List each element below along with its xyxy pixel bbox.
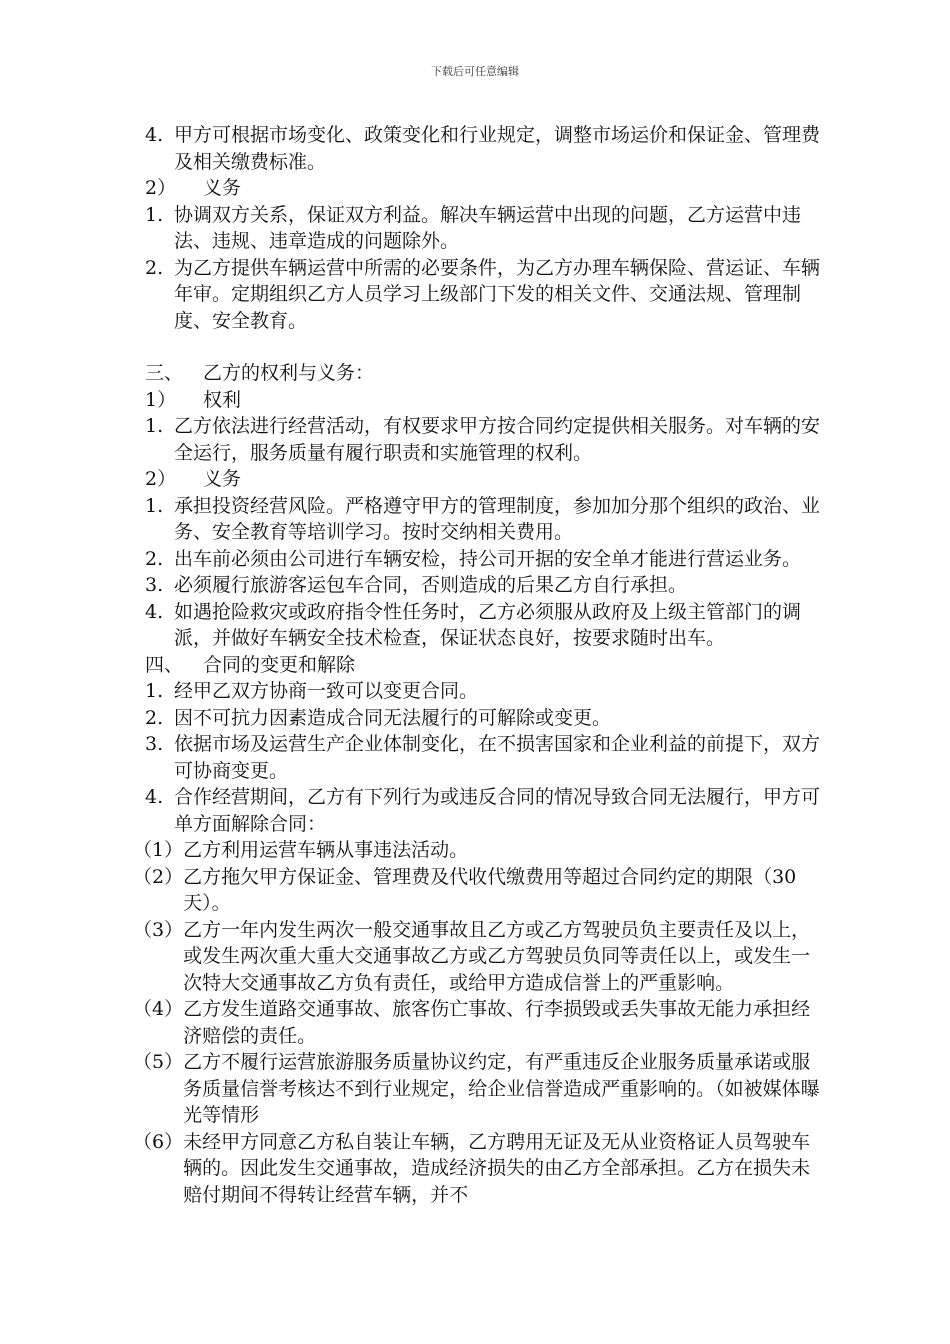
numbered-item xyxy=(145,122,825,175)
subsection-heading xyxy=(145,466,825,493)
numbered-item xyxy=(145,413,825,466)
numbered-item xyxy=(145,705,825,732)
numbered-item-number: 3. xyxy=(145,574,164,596)
numbered-item-number: 4. xyxy=(145,124,164,146)
numbered-item-number: 3. xyxy=(145,733,164,755)
numbered-item-number: 2. xyxy=(145,256,164,279)
paren-item-text: 乙方一年内发生两次一般交通事故且乙方或乙方驾驶员负主要责任及以上，或发生两次重大重大交通事故乙方或乙方驾驶员负同等责任以上，或发生一次特大交通事故乙方负有责任，或给甲方造成信誉上的严重影响。 xyxy=(183,918,811,994)
page-header-note: 下载后可任意编辑 xyxy=(431,65,519,78)
numbered-item xyxy=(145,255,825,335)
numbered-item-text: 甲方可根据市场变化、政策变化和行业规定，调整市场运价和保证金、管理费及相关缴费标准。 xyxy=(174,124,821,173)
subsection-heading-text: 权利 xyxy=(203,388,242,411)
numbered-item-text: 依据市场及运营生产企业体制变化，在不损害国家和企业利益的前提下，双方可协商变更。 xyxy=(174,733,821,782)
paren-item xyxy=(133,837,825,864)
paren-item xyxy=(133,1129,825,1209)
numbered-item-text: 承担投资经营风险。严格遵守甲方的管理制度，参加加分那个组织的政治、业务、安全教育等培训学习。按时交纳相关费用。 xyxy=(174,494,821,543)
section-heading-number: 三、 xyxy=(145,362,184,384)
numbered-item-number: 4. xyxy=(145,600,164,623)
paren-item xyxy=(133,996,825,1049)
section-heading xyxy=(145,360,825,387)
numbered-item xyxy=(145,731,825,784)
section-heading xyxy=(145,652,825,679)
paren-item-number: （2） xyxy=(133,865,184,888)
paren-item xyxy=(133,1049,825,1129)
numbered-item-text: 因不可抗力因素造成合同无法履行的可解除或变更。 xyxy=(174,706,612,729)
numbered-item-number: 2. xyxy=(145,547,164,570)
paren-item-text: 乙方拖欠甲方保证金、管理费及代收代缴费用等超过合同约定的期限（30天）。 xyxy=(183,865,797,914)
numbered-item-text: 如遇抢险救灾或政府指令性任务时，乙方必须服从政府及上级主管部门的调派，并做好车辆安全技术检查，保证状态良好，按要求随时出车。 xyxy=(174,600,802,649)
numbered-item xyxy=(145,546,825,573)
numbered-item-text: 出车前必须由公司进行车辆安检，持公司开据的安全单才能进行营运业务。 xyxy=(174,547,802,570)
numbered-item-number: 1. xyxy=(145,680,164,702)
numbered-item xyxy=(145,493,825,546)
subsection-heading-number: 1） xyxy=(145,388,177,411)
paren-item-text: 未经甲方同意乙方私自装让车辆，乙方聘用无证及无从业资格证人员驾驶车辆的。因此发生交通事故，造成经济损失的由乙方全部承担。乙方在损失未赔付期间不得转让经营车辆，并不 xyxy=(183,1130,811,1206)
numbered-item xyxy=(145,572,825,599)
paren-item-text: 乙方利用运营车辆从事违法活动。 xyxy=(183,839,469,861)
paren-item-number: （1） xyxy=(133,839,184,861)
section-heading-text: 乙方的权利与义务： xyxy=(203,362,375,384)
paren-item xyxy=(133,864,825,917)
numbered-item xyxy=(145,202,825,255)
numbered-item-number: 1. xyxy=(145,494,164,517)
numbered-item-text: 协调双方关系，保证双方利益。解决车辆运营中出现的问题，乙方运营中违法、违规、违章造成的问题除外。 xyxy=(174,203,802,252)
section-heading-number: 四、 xyxy=(145,653,184,676)
numbered-item-number: 1. xyxy=(145,203,164,226)
paren-item-number: （3） xyxy=(133,918,184,941)
paren-item-text: 乙方发生道路交通事故、旅客伤亡事故、行李损毁或丢失事故无能力承担经济赔偿的责任。 xyxy=(183,998,811,1047)
numbered-item xyxy=(145,784,825,837)
subsection-heading-text: 义务 xyxy=(203,468,242,490)
numbered-item-text: 必须履行旅游客运包车合同，否则造成的后果乙方自行承担。 xyxy=(174,574,688,596)
subsection-heading-text: 义务 xyxy=(203,177,242,199)
subsection-heading xyxy=(145,175,825,202)
numbered-item-text: 经甲乙双方协商一致可以变更合同。 xyxy=(174,680,479,702)
paren-item xyxy=(133,917,825,997)
subsection-heading-number: 2） xyxy=(145,177,177,199)
subsection-heading-number: 2） xyxy=(145,468,177,490)
subsection-heading xyxy=(145,387,825,414)
paren-item-number: （5） xyxy=(133,1051,184,1073)
numbered-item-number: 4. xyxy=(145,786,164,808)
numbered-item-text: 为乙方提供车辆运营中所需的必要条件，为乙方办理车辆保险、营运证、车辆年审。定期组织乙方人员学习上级部门下发的相关文件、交通法规、管理制度、安全教育。 xyxy=(174,256,821,332)
paren-item-number: （6） xyxy=(133,1130,184,1153)
section-heading-text: 合同的变更和解除 xyxy=(203,653,356,676)
numbered-item-number: 1. xyxy=(145,415,164,437)
paragraph-gap xyxy=(145,334,825,360)
paren-item-number: （4） xyxy=(133,998,184,1020)
paren-item-text: 乙方不履行运营旅游服务质量协议约定，有严重违反企业服务质量承诺或服务质量信誉考核达不到行业规定，给企业信誉造成严重影响的。（如被媒体曝光等情形 xyxy=(183,1051,820,1126)
numbered-item-text: 乙方依法进行经营活动，有权要求甲方按合同约定提供相关服务。对车辆的安全运行，服务质量有履行职责和实施管理的权利。 xyxy=(174,415,821,464)
numbered-item-number: 2. xyxy=(145,706,164,729)
numbered-item-text: 合作经营期间，乙方有下列行为或违反合同的情况导致合同无法履行，甲方可单方面解除合同： xyxy=(174,786,821,835)
document-body xyxy=(133,122,825,1208)
numbered-item xyxy=(145,678,825,705)
numbered-item xyxy=(145,599,825,652)
